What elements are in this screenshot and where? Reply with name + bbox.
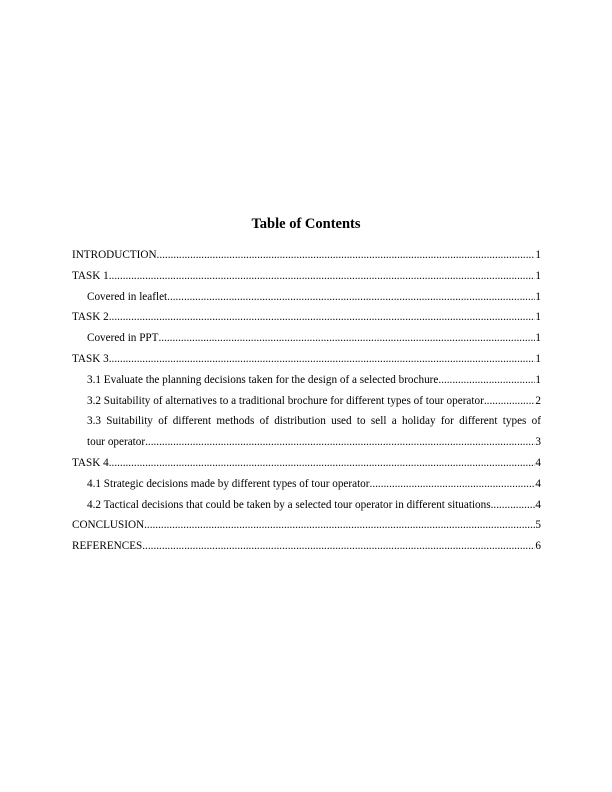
- toc-entry-text: TASK 3: [72, 352, 109, 365]
- toc-dot-leader: [109, 266, 536, 287]
- toc-entry-text: 4.2 Tactical decisions that could be taken by a selected tour operator in different situations: [87, 498, 491, 511]
- toc-entry-task-1[interactable]: [72, 266, 541, 287]
- toc-entry-text: Covered in leaflet: [87, 290, 168, 303]
- toc-list: [72, 245, 541, 557]
- toc-entry-text: TASK 2: [72, 311, 109, 324]
- toc-dot-leader: [142, 536, 535, 557]
- toc-page-number: 6: [535, 540, 541, 553]
- toc-dot-leader: [109, 307, 536, 328]
- toc-page-number: 5: [535, 519, 541, 532]
- toc-entry-text-line-2: tour operator: [87, 436, 146, 449]
- toc-page-number: 4: [535, 456, 541, 469]
- toc-entry-task-3[interactable]: [72, 349, 541, 370]
- toc-entry-text: 4.1 Strategic decisions made by different types of tour operator: [87, 477, 370, 490]
- toc-dot-leader: [438, 370, 535, 391]
- toc-entry-4-1[interactable]: [72, 474, 541, 495]
- toc-entry-introduction[interactable]: [72, 245, 541, 266]
- toc-entry-task-4[interactable]: [72, 453, 541, 474]
- toc-page-number: 4: [535, 498, 541, 511]
- toc-entry-3-2[interactable]: [72, 391, 541, 412]
- toc-page-number: 1: [535, 311, 541, 324]
- toc-page-number: 1: [535, 269, 541, 282]
- toc-dot-leader: [484, 391, 536, 412]
- toc-page-number: 1: [535, 249, 541, 261]
- toc-entry-text: 3.2 Suitability of alternatives to a traditional brochure for different types of tour operator: [87, 394, 484, 407]
- toc-entry-covered-in-leaflet[interactable]: [72, 287, 541, 308]
- toc-page-number: 2: [535, 394, 541, 407]
- toc-page-number: 3: [535, 436, 541, 449]
- toc-dot-leader: [167, 287, 535, 308]
- toc-entry-text: REFERENCES: [72, 540, 143, 553]
- toc-page-number: 1: [535, 290, 541, 303]
- toc-entry-conclusion[interactable]: [72, 515, 541, 536]
- toc-entry-text: 3.1 Evaluate the planning decisions taken for the design of a selected brochure: [87, 373, 439, 386]
- toc-entry-covered-in-ppt[interactable]: [72, 328, 541, 349]
- toc-entry-references[interactable]: [72, 536, 541, 557]
- toc-entry-3-3[interactable]: [72, 411, 541, 453]
- toc-dot-leader: [144, 515, 535, 536]
- toc-entry-text: CONCLUSION: [72, 519, 145, 532]
- toc-page-number: 1: [535, 373, 541, 386]
- toc-dot-leader: [109, 349, 536, 370]
- toc-dot-leader: [491, 495, 536, 516]
- toc-dot-leader: [157, 245, 536, 266]
- toc-entry-3-1[interactable]: [72, 370, 541, 391]
- toc-title: Table of Contents: [251, 216, 361, 232]
- toc-page-number: 1: [535, 332, 541, 345]
- toc-dot-leader: [158, 328, 535, 349]
- toc-entry-text: Covered in PPT: [87, 332, 159, 345]
- toc-entry-task-2[interactable]: [72, 307, 541, 328]
- toc-page-number: 1: [535, 352, 541, 365]
- toc-entry-4-2[interactable]: [72, 495, 541, 516]
- toc-entry-text: TASK 1: [72, 269, 109, 282]
- toc-entry-text: TASK 4: [72, 456, 109, 469]
- toc-dot-leader: [370, 474, 536, 495]
- toc-entry-text: INTRODUCTION: [72, 249, 157, 261]
- toc-dot-leader: [109, 453, 536, 474]
- toc-page-number: 4: [535, 477, 541, 490]
- toc-entry-text-line-1: 3.3 Suitability of different methods of distribution used to sell a holiday for different types of: [87, 415, 541, 428]
- toc-dot-leader: [145, 432, 535, 453]
